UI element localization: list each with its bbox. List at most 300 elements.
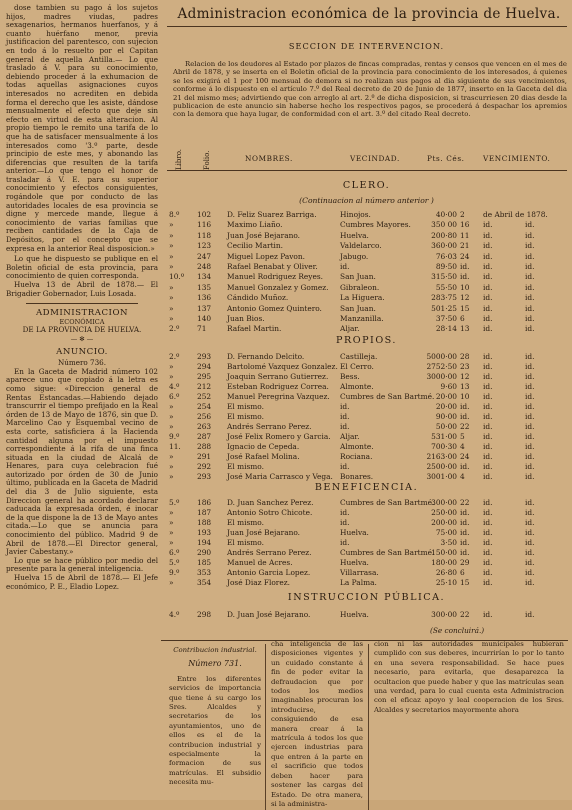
table-row	[165, 231, 568, 242]
cell-vecindad: Aljar.	[340, 324, 360, 334]
clero-subtitle: (Continuacion al número anterior )	[299, 196, 434, 205]
cell-folio: 137	[197, 303, 212, 313]
cell-vecindad: id.	[340, 422, 350, 431]
cell-amount: 200·00	[431, 518, 457, 527]
cell-month: id.	[483, 548, 493, 557]
cell-vecindad: Bonares.	[340, 472, 374, 481]
main-column	[165, 0, 568, 808]
cell-amount: 200·80	[431, 230, 457, 240]
cell-year: id.	[525, 324, 535, 334]
cell-day: 29	[460, 558, 470, 567]
cell-libro: 6.º	[169, 548, 180, 557]
cell-year: id.	[525, 362, 535, 371]
cell-year: id.	[525, 578, 535, 587]
cell-month: id.	[483, 422, 493, 431]
cell-name: El mismo.	[227, 462, 264, 471]
table-row	[165, 252, 568, 263]
cell-vecindad: id.	[340, 412, 350, 421]
cell-name: Esteban Rodriguez Correa.	[227, 382, 329, 391]
cell-amount: 531·00	[431, 432, 457, 441]
cell-vecindad: Cumbres de San Bartmé.	[340, 548, 435, 557]
cell-amount: 3000·00	[426, 372, 457, 381]
header-folio: Folio.	[203, 150, 211, 170]
cell-day: 13	[460, 382, 470, 391]
section-instruccion: INSTRUCCION PÚBLICA.	[287, 592, 446, 603]
cell-amount: 700·30	[431, 442, 457, 451]
cell-month: id.	[483, 610, 493, 619]
cell-year: id.	[525, 432, 535, 441]
cell-month: id.	[483, 518, 493, 527]
cell-day: 12	[460, 372, 470, 381]
cell-year: id.	[525, 230, 535, 240]
cell-name: El mismo.	[227, 402, 264, 411]
cell-day: 15	[460, 303, 470, 313]
cell-year: id.	[525, 498, 535, 507]
cell-amount: 26·80	[435, 568, 457, 577]
cell-year: id.	[525, 272, 535, 282]
cell-amount: 3001·00	[426, 472, 457, 481]
bottom-number: Número 731.	[188, 659, 242, 669]
cell-year: id.	[525, 241, 535, 251]
anuncio-close: Lo que se hace público por medio del presente para la general inteligencia.	[6, 555, 158, 574]
cell-day: 11	[460, 230, 470, 240]
cell-vecindad: Gibraleon.	[340, 282, 380, 292]
cell-name: Andrés Serrano Perez.	[227, 422, 312, 431]
header-vecindad: VECINDAD.	[350, 154, 400, 163]
cell-name: Manuel de Acres.	[227, 558, 293, 567]
cell-name: Antonio Gomez Quintero.	[227, 303, 322, 313]
cell-amount: 360·00	[431, 241, 457, 251]
cell-folio: 293	[197, 352, 212, 361]
bottom-text: cha inteligencia de las disposiciones vigentes y un cuidado constante á fin de poder evitar la defraudacion que por todos los medios imaginables procuran los introducirse, consiguiendo de esa manera crear á la matrícula á todos los que ejercen industrias para que entren á la parte en el sacrificio que todos deben hacer para sostener las cargas del Estado. De otra manera, si la administra-	[271, 640, 363, 808]
cell-vecindad: Castilleja.	[340, 352, 378, 361]
cell-day: id.	[460, 272, 470, 282]
cell-day: id.	[460, 518, 470, 527]
cell-amount: 2163·00	[426, 452, 457, 461]
cell-libro: 8.º	[169, 210, 180, 219]
cell-amount: 180·00	[431, 558, 457, 567]
cell-day: 4	[460, 472, 465, 481]
cell-libro: 6.º	[169, 392, 180, 401]
cell-day: id.	[460, 262, 470, 271]
cell-libro: »	[169, 251, 174, 261]
cell-name: Maximo Liaño.	[227, 220, 283, 230]
cell-vecindad: Huelva.	[340, 528, 369, 537]
cell-year: id.	[525, 610, 535, 619]
table-row	[165, 262, 568, 273]
cell-folio: 136	[197, 293, 212, 303]
cell-day: 23	[460, 362, 470, 371]
cell-folio: 254	[197, 402, 212, 411]
left-signature: Huelva 13 de Abril de 1878.— El Brigadier Gobernador, Luis Losada.	[6, 280, 158, 298]
cell-name: D. Juan José Bejarano.	[227, 610, 311, 619]
cell-amount: 3·50	[440, 538, 457, 547]
cell-month: id.	[483, 382, 493, 391]
cell-libro: »	[169, 303, 174, 313]
cell-month: id.	[483, 372, 493, 381]
cell-vecindad: id.	[340, 262, 350, 271]
cell-libro: 11.	[169, 442, 181, 451]
cell-day: 15	[460, 578, 470, 587]
cell-year: id.	[525, 538, 535, 547]
cell-amount: 2752·50	[426, 362, 457, 371]
cell-month: id.	[483, 303, 493, 313]
left-paragraph: dose tambien su pago á los sujetos hijos, madres viudas, padres sexagenarios, hermanos huerfanos, y á cuanto huérfano menor, previa justificacion del parentesco, con sujecion en todo á lo resuelto por el Capitan general de aquella Antilla.— Lo que traslado á V. para su conocimiento, debiendo proceder á la exhumacion de todas aquellas asignaciones cuyos interesados no acrediten en debida forma el derecho que les asiste, dándose mensualmente el efecto que deje sin efecto en virtud de esta alteracion. Al propio tiempo le remito una tarifa de lo que ha de satisfacer mensualmente á los interesados como '3.º parte, desde principio de este mes, y abonando las diferencias que resulten de la tarifa anterior.—Lo que tengo el honor de trasladar á V. E. para su superior conocimiento y efectos consiguientes, rogándole que por conducto de las autoridades locales de esa provincia se digne y mercede mande, llegue á conocimiento de varias familias que reciben cantidades de la Caja de Depósitos, por el concepto que se expresa en la anterior Real disposicion.»	[6, 3, 158, 253]
table-row	[165, 578, 568, 589]
cell-folio: 288	[197, 442, 212, 451]
cell-year: id.	[525, 303, 535, 313]
cell-vecindad: Almonte.	[340, 442, 374, 451]
table-row	[165, 293, 568, 304]
anuncio-signature: Huelva 15 de Abril de 1878.— El Jefe económico, P. E., Eladio Lopez.	[6, 573, 158, 591]
cell-month: id.	[483, 402, 493, 411]
cell-name: Antonio Garcia Lopez.	[227, 568, 311, 577]
cell-month: id.	[483, 241, 493, 251]
cell-day: 22	[460, 422, 470, 431]
cell-year: id.	[525, 528, 535, 537]
cell-month: id.	[483, 251, 493, 261]
cell-libro: »	[169, 578, 174, 587]
header-pts: Pts. Cés.	[427, 154, 465, 163]
cell-folio: 248	[197, 262, 212, 271]
cell-year: id.	[525, 442, 535, 451]
table-row	[165, 283, 568, 294]
cell-folio: 298	[197, 610, 212, 619]
cell-libro: »	[169, 402, 174, 411]
column-rule	[368, 644, 369, 810]
cell-year: id.	[525, 220, 535, 230]
cell-year: id.	[525, 314, 535, 323]
cell-vecindad: La Palma.	[340, 578, 377, 587]
cell-amount: 89·50	[435, 262, 457, 271]
cell-folio: 71	[197, 324, 207, 334]
cell-libro: »	[169, 528, 174, 537]
cell-year: id.	[525, 262, 535, 271]
table-row	[165, 324, 568, 335]
cell-libro: »	[169, 314, 174, 323]
cell-libro: »	[169, 412, 174, 421]
bottom-column-1	[169, 646, 261, 788]
cell-amount: 90·00	[435, 412, 457, 421]
cell-amount: 28·14	[435, 324, 457, 334]
table-header	[165, 148, 568, 168]
bottom-text: Entre los diferentes servicios de importancia que tiene á su cargo los Sres. Alcaldes y secretarios de los ayuntamientos, uno de ellos es el de la contribucion industrial y especialmente la formacion de sus matrículas. El subsidio necesita mu-	[169, 674, 261, 787]
cell-month: id.	[483, 442, 493, 451]
cell-month: id.	[483, 462, 493, 471]
cell-year: id.	[525, 412, 535, 421]
cell-amount: 315·50	[431, 272, 457, 282]
table-row	[165, 272, 568, 283]
cell-year: id.	[525, 372, 535, 381]
cell-month: id.	[483, 314, 493, 323]
cell-libro: 5.º	[169, 498, 180, 507]
cell-folio: 256	[197, 412, 212, 421]
cell-name: Manuel Rodriguez Reyes.	[227, 272, 323, 282]
cell-amount: 40·00	[435, 210, 457, 219]
cell-year: id.	[525, 508, 535, 517]
cell-libro: »	[169, 230, 174, 240]
cell-folio: 140	[197, 314, 212, 323]
cell-name: Juan José Bejarano.	[227, 528, 301, 537]
cell-folio: 186	[197, 498, 212, 507]
cell-year: id.	[525, 568, 535, 577]
ornament: — ✻ —	[70, 334, 94, 343]
cell-day: id.	[460, 508, 470, 517]
cell-amount: 25·10	[435, 578, 457, 587]
cell-day: 13	[460, 324, 470, 334]
cell-day: 12	[460, 293, 470, 303]
cell-amount: 250·00	[431, 508, 457, 517]
concluded-note: (Se concluirá.)	[430, 626, 485, 635]
cell-year: id.	[525, 352, 535, 361]
page-title: Administracion económica de la provincia de Huelva.	[177, 6, 561, 22]
cell-day: id.	[460, 412, 470, 421]
cell-month: id.	[483, 452, 493, 461]
cell-folio: 252	[197, 392, 212, 401]
cell-month: id.	[483, 272, 493, 282]
cell-day: id.	[460, 402, 470, 411]
cell-day: 28	[460, 352, 470, 361]
cell-day: 2	[460, 210, 465, 219]
cell-folio: 187	[197, 508, 212, 517]
divider	[26, 303, 138, 304]
cell-year: id.	[525, 392, 535, 401]
divider	[167, 170, 567, 171]
cell-libro: 5.º	[169, 558, 180, 567]
cell-libro: »	[169, 362, 174, 371]
cell-day: 24	[460, 251, 470, 261]
table-row	[165, 241, 568, 252]
cell-name: José Felix Romero y Garcia.	[227, 432, 331, 441]
bottom-column-2	[271, 640, 363, 809]
cell-libro: 4.º	[169, 382, 180, 391]
cell-month: id.	[483, 432, 493, 441]
cell-libro: »	[169, 422, 174, 431]
cell-vecindad: Manzanilla.	[340, 314, 384, 323]
cell-year: id.	[525, 422, 535, 431]
table-row	[165, 220, 568, 231]
cell-day: id.	[460, 528, 470, 537]
cell-month: id.	[483, 362, 493, 371]
cell-day: 5	[460, 432, 465, 441]
cell-libro: »	[169, 293, 174, 303]
cell-month: id.	[483, 230, 493, 240]
cell-day: 24	[460, 452, 470, 461]
cell-month: id.	[483, 324, 493, 334]
anuncio-body: En la Gaceta de Madrid número 102 aparece uno que copiado á la letra es como sigue: «Direccion general de Rentas Estancadas.—Habiendo dejado transcurrir el tiempo prefijado en la Real órden de 13 de Mayo de 1876, sin que D. Marcelino Cao y Esquembal vecino de esta corte, satisficiera á la Hacienda cantidad alguna por el impuesto correspondiente á la rifa de una finca situada en la ciudad de Alcalá de Henares, para cuya celebracion fué autorizado por órden de 30 de Junio último, publicada en la Gaceta de Madrid del dia 3 de Julio siguiente, esta Direccion general ha acordado declarar caducada la expresada órden, é inocar de la que dispone la de 13 de Mayo antes citada.—Lo que se anuncia para conocimiento del público. Madrid 9 de Abril de 1878.—El Director general, Javier Cabestany.»	[6, 366, 158, 557]
cell-vecindad: id.	[340, 462, 350, 471]
cell-folio: 102	[197, 210, 212, 219]
cell-day: 4	[460, 442, 465, 451]
cell-name: Joaquin Serrano Gutierrez.	[227, 372, 329, 381]
bottom-heading: Contribucion industrial.	[173, 646, 257, 654]
cell-name: El mismo.	[227, 538, 264, 547]
cell-folio: 292	[197, 462, 212, 471]
cell-day: 21	[460, 241, 470, 251]
cell-vecindad: id.	[340, 518, 350, 527]
left-paragraph: Lo que he dispuesto se publique en el Boletin oficial de esta provincia, para conocimiento de quien corresponda.	[6, 254, 158, 281]
header-vencimiento: VENCIMIENTO.	[483, 154, 551, 163]
cell-amount: 75·00	[435, 528, 457, 537]
cell-month: id.	[483, 412, 493, 421]
cell-month: id.	[483, 498, 493, 507]
admin-heading: ADMINISTRACION	[35, 308, 129, 319]
cell-day: id.	[460, 462, 470, 471]
cell-year: id.	[525, 462, 535, 471]
cell-amount: 37·50	[435, 314, 457, 323]
cell-year: id.	[525, 282, 535, 292]
cell-folio: 194	[197, 538, 212, 547]
cell-vecindad: Cumbres Mayores.	[340, 220, 411, 230]
header-libro: Libro.	[175, 148, 183, 170]
cell-amount: 9·60	[440, 382, 457, 391]
cell-amount: 5000·00	[426, 352, 457, 361]
left-column	[6, 4, 158, 591]
cell-month: id.	[483, 262, 493, 271]
cell-folio: 263	[197, 422, 212, 431]
cell-month: id.	[483, 352, 493, 361]
cell-libro: 2.º	[169, 352, 180, 361]
cell-day: 22	[460, 498, 470, 507]
cell-name: Miguel Lopez Pavon.	[227, 251, 305, 261]
cell-year: id.	[525, 472, 535, 481]
anuncio-number: Número 736.	[57, 358, 107, 368]
cell-day: 10	[460, 282, 470, 292]
cell-vecindad: Huelva.	[340, 230, 369, 240]
cell-day: id.	[460, 538, 470, 547]
cell-libro: 4.º	[169, 610, 180, 619]
cell-amount: 350 00	[431, 220, 457, 230]
cell-libro: »	[169, 452, 174, 461]
cell-amount: 150·00	[431, 548, 457, 557]
bottom-text: cion ni las autoridades municipales hubieran cumplido con sus deberes, incurrirían lo por lo tanto en una severa responsabilidad. Se hace pues necesario, para evitarla, que desaparezca la ocultacion que puede haber y que las matrículas sean una verdad, para lo cual cuenta esta Administracion con el eficaz apoyo y leal cooperacion de los Sres. Alcaldes y secretarios mayormente ahora	[374, 640, 564, 714]
cell-amount: 55·50	[435, 282, 457, 292]
cell-day: id.	[460, 548, 470, 557]
cell-vecindad: San Juan.	[340, 272, 376, 282]
cell-month: id.	[483, 472, 493, 481]
cell-vecindad: San Juan.	[340, 303, 376, 313]
cell-name: Rafael Benabat y Oliver.	[227, 262, 318, 271]
cell-year: id.	[525, 382, 535, 391]
cell-folio: 353	[197, 568, 212, 577]
cell-folio: 134	[197, 272, 212, 282]
cell-vecindad: id.	[340, 508, 350, 517]
section-beneficencia: BENEFICENCIA.	[314, 482, 419, 493]
section-propios: PROPIOS.	[336, 335, 397, 346]
cell-year: id.	[525, 402, 535, 411]
cell-name: Ignacio de Cepeda.	[227, 442, 300, 451]
cell-folio: 118	[197, 230, 212, 240]
cell-month: id.	[483, 558, 493, 567]
cell-folio: 293	[197, 472, 212, 481]
cell-folio: 295	[197, 372, 212, 381]
cell-libro: 9.º	[169, 432, 180, 441]
cell-folio: 135	[197, 282, 212, 292]
section-clero: CLERO.	[342, 180, 391, 191]
cell-folio: 193	[197, 528, 212, 537]
divider	[167, 26, 567, 27]
cell-libro: »	[169, 462, 174, 471]
cell-vecindad: Hinojos.	[340, 210, 371, 219]
cell-vecindad: El Cerro.	[340, 362, 374, 371]
cell-year: id.	[525, 518, 535, 527]
cell-vecindad: Cumbres de San Bartmé.	[340, 392, 435, 401]
cell-month: id.	[483, 293, 493, 303]
cell-amount: 283·75	[431, 293, 457, 303]
cell-year: id.	[525, 452, 535, 461]
cell-vecindad: La Higuera.	[340, 293, 385, 303]
cell-amount: 20·00	[435, 402, 457, 411]
cell-libro: »	[169, 262, 174, 271]
cell-amount: 2500·00	[426, 462, 457, 471]
cell-name: José Rafael Molina.	[227, 452, 300, 461]
cell-month: id.	[483, 508, 493, 517]
cell-name: José Maria Carrasco y Vega.	[227, 472, 333, 481]
cell-name: Manuel Gonzalez y Gomez.	[227, 282, 329, 292]
cell-vecindad: Rociana.	[340, 452, 373, 461]
cell-folio: 354	[197, 578, 212, 587]
cell-month: id.	[483, 392, 493, 401]
cell-name: Andrés Serrano Perez.	[227, 548, 312, 557]
cell-name: D. Juan Sanchez Perez.	[227, 498, 314, 507]
admin-subheading: ECONÓMICA	[59, 317, 105, 326]
cell-folio: 116	[197, 220, 212, 230]
cell-name: El mismo.	[227, 412, 264, 421]
cell-month: id.	[483, 220, 493, 230]
cell-vecindad: Valdelarco.	[340, 241, 382, 251]
cell-vecindad: Huelva.	[340, 610, 369, 619]
cell-amount: 300·00	[431, 498, 457, 507]
cell-name: Rafael Martin.	[227, 324, 282, 334]
cell-vecindad: Cumbres de San Bartmé.	[340, 498, 435, 507]
cell-libro: »	[169, 508, 174, 517]
cell-folio: 123	[197, 241, 212, 251]
cell-libro: »	[169, 518, 174, 527]
table-row	[165, 610, 568, 621]
cell-folio: 185	[197, 558, 212, 567]
cell-folio: 291	[197, 452, 212, 461]
cell-name: Juan José Bejarano.	[227, 230, 301, 240]
cell-name: D. Fernando Delcito.	[227, 352, 305, 361]
cell-amount: 20·00	[435, 392, 457, 401]
column-rule	[265, 644, 266, 810]
cell-libro: »	[169, 220, 174, 230]
cell-folio: 247	[197, 251, 212, 261]
bottom-column-3	[374, 640, 564, 715]
cell-libro: »	[169, 538, 174, 547]
cell-vecindad: Jabugo.	[340, 251, 369, 261]
cell-folio: 287	[197, 432, 212, 441]
cell-libro: »	[169, 241, 174, 251]
cell-libro: »	[169, 372, 174, 381]
cell-name: Cándido Muñoz.	[227, 293, 289, 303]
anuncio-heading: ANUNCIO.	[56, 346, 108, 357]
cell-name: Juan Bios.	[227, 314, 265, 323]
cell-amount: 76·03	[435, 251, 457, 261]
cell-vecindad: Villarrasa.	[340, 568, 379, 577]
cell-year: id.	[525, 251, 535, 261]
table-row	[165, 304, 568, 315]
cell-vecindad: Almonte.	[340, 382, 374, 391]
header-nombres: NOMBRES.	[245, 154, 293, 163]
cell-name: Manuel Peregrina Vazquez.	[227, 392, 330, 401]
cell-month: id.	[483, 568, 493, 577]
cell-day: 6	[460, 314, 465, 323]
cell-year: id.	[525, 558, 535, 567]
cell-libro: 9.º	[169, 568, 180, 577]
cell-month: id.	[483, 528, 493, 537]
cell-vecindad: id.	[340, 538, 350, 547]
